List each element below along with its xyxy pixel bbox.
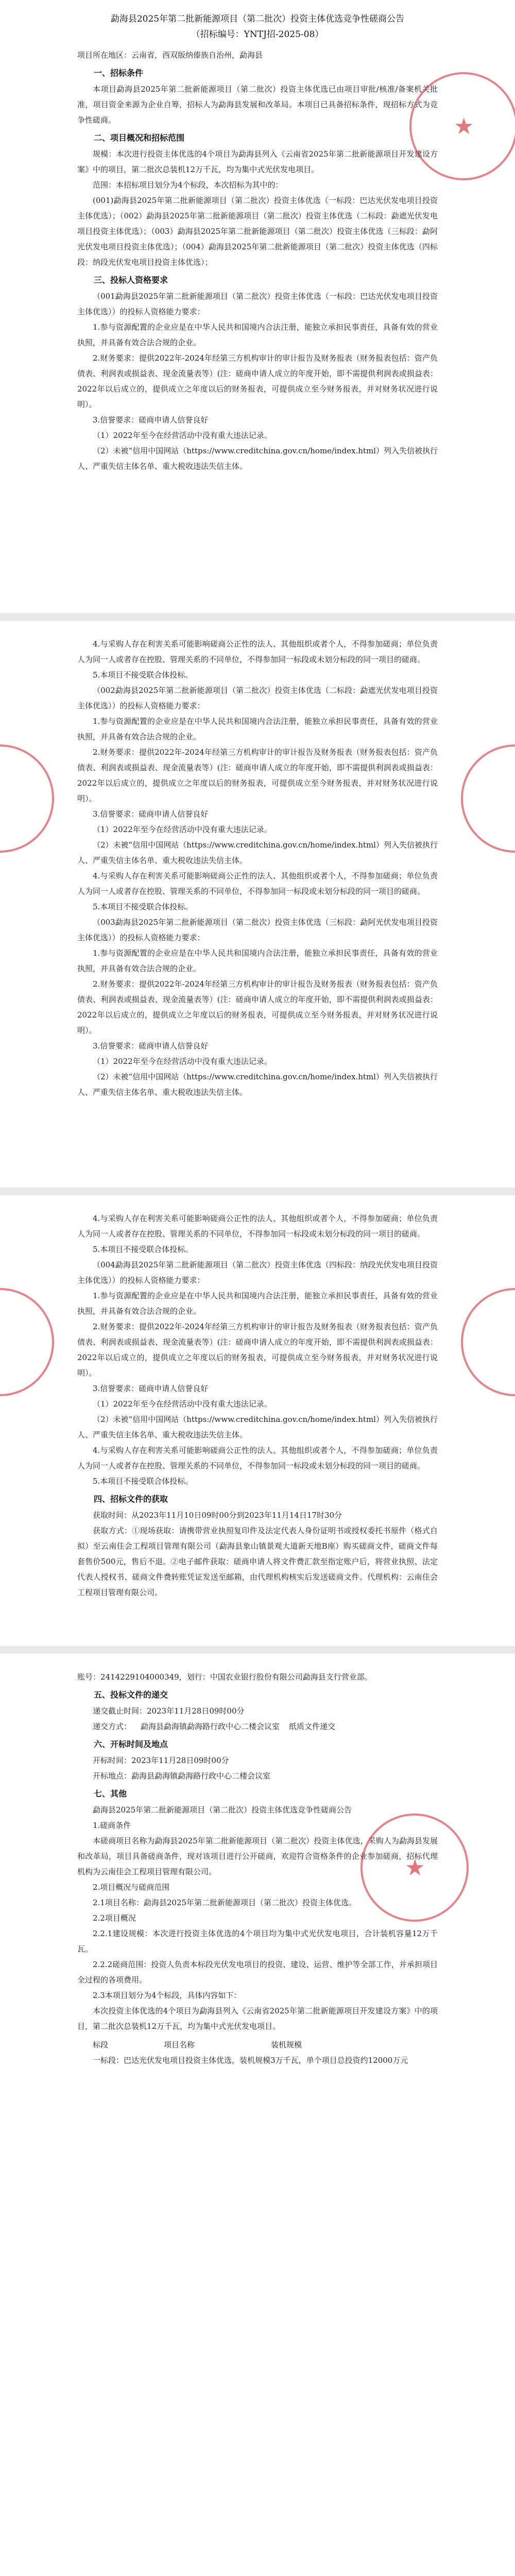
requirement: 3.信誉要求：磋商申请人信誉良好 xyxy=(93,1384,209,1393)
official-seal-right-half xyxy=(461,1288,515,1396)
table-header-cell: 标段 xyxy=(93,2040,109,2049)
requirement: 3.信誉要求：磋商申请人信誉良好 xyxy=(93,415,209,425)
submit-deadline: 递交截止时间：2023年11月28日09时00分 xyxy=(93,1706,245,1716)
requirement: （1）2022年至今在经营活动中没有重大违法记录。 xyxy=(93,1399,272,1409)
other-para: 2.项目概况与磋商范围 xyxy=(93,1883,170,1892)
requirement: 1.参与资源配置的企业应是在中华人民共和国境内合法注册，能独立承担民事责任，具备有效的营业执照，并具备有效合法合规的企业。 xyxy=(77,1291,438,1316)
requirement: 3.信誉要求：磋商申请人信誉良好 xyxy=(93,809,209,819)
requirement: 4.与采购人存在利害关系可能影响磋商公正性的法人、其他组织或者个人，不得参加磋商；单位负责人为同一人或者存在控股、管理关系的不同单位，不得参加同一标段或未划分标段的同一项目的磋商。 xyxy=(77,1446,438,1470)
requirement: 2.财务要求：提供2022年-2024年经第三方机构审计的审计报告及财务报表（财务报表包括：资产负债表、利润表或损益表、现金流量表等）(注：磋商申请人成立的年度开始，即不需提供利润表或损益表：2022年以后成立的，提供成立之年度以后的财务报表，可提供成立至今财务报表，并对财务状况进行说明）。 xyxy=(77,1322,438,1378)
section-heading-3: 三、投标人资格要求 xyxy=(94,275,168,285)
requirement: 5.本项目不接受联合体投标。 xyxy=(93,1245,193,1254)
page-title: 勐海县2025年第二批新能源项目（第二批次）投资主体优选竞争性磋商公告 xyxy=(110,14,405,24)
requirement: 5.本项目不接受联合体投标。 xyxy=(93,1477,193,1486)
other-para: 2.2项目概况 xyxy=(93,1913,136,1923)
requirement: （2）未被“信用中国网站（https://www.creditchina.gov.cn/home/index.html）列入失信被执行人、严重失信主体名单、重大税收违法失信主体。 xyxy=(77,840,438,865)
requirement: （2）未被“信用中国网站（https://www.creditchina.gov.cn/home/index.html）列入失信被执行人、严重失信主体名单、重大税收违法失信主体。 xyxy=(77,1415,438,1439)
requirement: 4.与采购人存在利害关系可能影响磋商公正性的法人、其他组织或者个人，不得参加磋商；单位负责人为同一人或者存在控股、管理关系的不同单位，不得参加同一标段或未划分标段的同一项目的磋商。 xyxy=(77,871,438,896)
section-heading-5: 五、投标文件的递交 xyxy=(94,1690,168,1700)
requirement: 3.信誉要求：磋商申请人信誉良好 xyxy=(93,1041,209,1050)
requirement: 5.本项目不接受联合体投标。 xyxy=(93,670,193,680)
requirement: 4.与采购人存在利害关系可能影响磋商公正性的法人、其他组织或者个人，不得参加磋商；单位负责人为同一人或者存在控股、管理关系的不同单位，不得参加同一标段或未划分标段的同一项目的磋商。 xyxy=(77,639,438,664)
other-para: 2.1项目名称：勐海县2025年第二批新能源项目（第二批次）投资主体优选。 xyxy=(93,1898,357,1907)
table-cell: 巴达光伏发电项目投资主体优选 xyxy=(124,2056,232,2065)
other-para: 1.磋商条件 xyxy=(93,1821,131,1830)
table-header-cell: 项目名称 xyxy=(164,2040,195,2049)
other-para: 2.2.1建设规模：本次进行投资主体优选的4个项目均为集中式光伏发电项目，合计装机容量12万千瓦。 xyxy=(77,1929,438,1954)
other-para: 本次投资主体优选的4个项目为勐海县列入《云南省2025年第二批新能源项目开发建设方案》中的项目，第二批次总装机12万千瓦，均为集中式光伏发电项目。 xyxy=(77,2006,438,2031)
section-heading-1: 一、招标条件 xyxy=(94,68,144,78)
table-row: 一标段：巴达光伏发电项目投资主体优选，装机规模3万千瓦，单个项目总投资约12000万元 xyxy=(93,2056,408,2065)
submit-form: 纸质文件递交 xyxy=(289,1722,336,1731)
project-location: 项目所在地区：云南省，西双版纳傣族自治州，勐海县 xyxy=(77,50,263,60)
section-2-para: 范围：本招标项目划分为4个标段，本次招标为其中的： xyxy=(93,180,283,190)
table-cell: 一标段 xyxy=(93,2056,116,2065)
seal-star-icon: ★ xyxy=(454,113,474,140)
document-page-4 xyxy=(0,1654,515,2576)
requirement: （1）2022年至今在经营活动中没有重大违法记录。 xyxy=(93,825,272,834)
requirement: 1.参与资源配置的企业应是在中华人民共和国境内合法注册，能独立承担民事责任，具备有效的营业执照，并具备有效合法合规的企业。 xyxy=(77,717,438,741)
lot-4-intro: （004勐海县2025年第二批新能源项目（第二批次）投资主体优选（四标段：纳段光伏发电项目投资主体优选））的投标人资格能力要求： xyxy=(77,1260,438,1285)
section-2-para: 规模：本次进行投资主体优选的4个项目为勐海县列入《云南省2025年第二批新能源项目开发建设方案》中的项目，第二批次总装机12万千瓦，均为集中式光伏发电项目。 xyxy=(77,149,438,174)
requirement: （2）未被“信用中国网站（https://www.creditchina.gov.cn/home/index.html）列入失信被执行人、严重失信主体名单、重大税收违法失信主体。 xyxy=(77,446,438,471)
requirement: （1）2022年至今在经营活动中没有重大违法记录。 xyxy=(93,431,272,440)
requirement: 2.财务要求：提供2022年-2024年经第三方机构审计的审计报告及财务报表（财务报表包括：资产负债表、利润表或损益表、现金流量表等）(注：磋商申请人成立的年度开始，即不需提供利润表或损益表：2022年以后成立的，提供成立之年度以后的财务报表，可提供成立至今财务报表，并对财务状况进行说明）。 xyxy=(77,353,438,409)
requirement: 5.本项目不接受联合体投标。 xyxy=(93,902,193,911)
requirement: （1）2022年至今在经营活动中没有重大违法记录。 xyxy=(93,1057,272,1066)
table-cell: 装机规模3万千瓦，单个项目总投资约12000万元 xyxy=(239,2056,408,2065)
official-seal-left-half xyxy=(0,744,54,853)
document-page-3 xyxy=(0,1195,515,1646)
submit-method-label: 递交方式： xyxy=(93,1722,132,1731)
table-header-cell: 装机规模 xyxy=(271,2040,302,2049)
document-page-2 xyxy=(0,621,515,1188)
other-para: 2.2.2磋商范围：投资人负责本标段光伏发电项目的投资、建设、运营、维护等全部工作，并承担项目全过程的各项费用。 xyxy=(77,1960,438,1985)
requirement: 1.参与资源配置的企业应是在中华人民共和国境内合法注册，能独立承担民事责任，具备有效的营业执照，并具备有效合法合规的企业。 xyxy=(77,323,438,347)
seal-star-icon: ★ xyxy=(405,1855,425,1881)
notice-number: （招标编号：YNTJ招-2025-08） xyxy=(191,29,324,40)
document-page-1 xyxy=(0,0,515,613)
lot-1-intro: （001勐海县2025年第二批新能源项目（第二批次）投资主体优选（一标段：巴达光伏发电项目投资主体优选））的投标人资格能力要求： xyxy=(77,292,438,316)
official-seal-right-half xyxy=(461,744,515,853)
acquire-method: 获取方式：①现场获取：请携带营业执照复印件及法定代表人身份证明书或授权委托书原件（格式自拟）至云南佳会工程项目管理有限公司（勐海县象山镇景观大道新天地B座）购买磋商文件，磋商文件每套售价500元，售后不退。②电子邮件获取：磋商申请人将文件费汇款至指定账户后，将营业执照、法定代表人授权书、磋商文件费转账凭证发送至邮箱，由代理机构核实后发送磋商文件。代理机构：云南佳会工程项目管理有限公司。 xyxy=(77,1526,438,1597)
section-heading-2: 二、项目概况和招标范围 xyxy=(94,133,185,143)
open-time: 开标时间：2023年11月28日09时00分 xyxy=(93,1756,229,1765)
section-2-para: (001)勐海县2025年第二批新能源项目（第二批次）投资主体优选（一标段：巴达光伏发电项目投资主体优选）；（002）勐海县2025年第二批新能源项目（第二批次）投资主体优选（二标段：勐遮光伏发电项目投资主体优选）；（003）勐海县2025年第二批新能源项目（第二批次）投资主体优选（三标段：勐阿光伏发电项目投资主体优选）；（004）勐海县2025年第二批新能源项目（第二批次）投资主体优选（四标段：纳段光伏发电项目投资主体优选）； xyxy=(77,196,438,267)
section-1-body: 本项目勐海县2025年第二批新能源项目（第二批次）投资主体优选已由项目审批/核准/备案机关批准，项目资金来源为企业自筹，招标人为勐海县发展和改革局。本项目已具备招标条件，现招标方式为竞争性磋商。 xyxy=(77,84,438,125)
requirement: 2.财务要求：提供2022年-2024年经第三方机构审计的审计报告及财务报表（财务报表包括：资产负债表、利润表或损益表、现金流量表等）(注：磋商申请人成立的年度开始，即不需提供利润表或损益表：2022年以后成立的，提供成立之年度以后的财务报表，可提供成立至今财务报表，并对财务状况进行说明）。 xyxy=(77,979,438,1035)
lot-2-intro: （002勐海县2025年第二批新能源项目（第二批次）投资主体优选（二标段：勐遮光伏发电项目投资主体优选））的投标人资格能力要求： xyxy=(77,686,438,710)
requirement: （2）未被“信用中国网站（https://www.creditchina.gov.cn/home/index.html）列入失信被执行人、严重失信主体名单、重大税收违法失信主体。 xyxy=(77,1072,438,1097)
section-heading-7: 七、其他 xyxy=(94,1789,127,1799)
other-para: 本磋商项目名称为勐海县2025年第二批新能源项目（第二批次）投资主体优选，采购人为勐海县发展和改革局，项目具备磋商条件，现对该项目进行公开磋商，欢迎符合资格条件的企业参加磋商，招标代理机构为云南佳会工程项目管理有限公司。 xyxy=(77,1836,438,1876)
other-para: 2.3本项目划分为4个标段，具体内容如下： xyxy=(93,1991,242,2000)
submit-place: 勐海县勐海镇勐海路行政中心二楼会议室 xyxy=(141,1722,280,1731)
requirement: 1.参与资源配置的企业应是在中华人民共和国境内合法注册，能独立承担民事责任，具备有效的营业执照，并具备有效合法合规的企业。 xyxy=(77,948,438,973)
requirement: 2.财务要求：提供2022年-2024年经第三方机构审计的审计报告及财务报表（财务报表包括：资产负债表、利润表或损益表、现金流量表等）(注：磋商申请人成立的年度开始，即不需提供利润表或损益表：2022年以后成立的，提供成立之年度以后的财务报表，可提供成立至今财务报表，并对财务状况进行说明）。 xyxy=(77,748,438,803)
other-para: 勐海县2025年第二批新能源项目（第二批次）投资主体优选竞争性磋商公告 xyxy=(93,1805,352,1815)
submit-method-row xyxy=(77,1719,438,1734)
bank-account: 账号：2414229104000349，划行：中国农业银行股份有限公司勐海县支行营业部。 xyxy=(77,1672,372,1682)
lot-3-intro: （003勐海县2025年第二批新能源项目（第二批次）投资主体优选（三标段：勐阿光伏发电项目投资主体优选））的投标人资格能力要求： xyxy=(77,918,438,942)
official-seal-left-half xyxy=(0,1288,54,1396)
acquire-time: 获取时间：从2023年11月10日09时00分到2023年11月14日17时30分 xyxy=(93,1511,342,1520)
open-place: 开标地点：勐海县勐海镇勐海路行政中心二楼会议室 xyxy=(93,1771,271,1781)
section-heading-6: 六、开标时间及地点 xyxy=(94,1739,168,1749)
requirement: 4.与采购人存在利害关系可能影响磋商公正性的法人、其他组织或者个人，不得参加磋商；单位负责人为同一人或者存在控股、管理关系的不同单位，不得参加同一标段或未划分标段的同一项目的磋商。 xyxy=(77,1214,438,1239)
section-heading-4: 四、招标文件的获取 xyxy=(94,1494,168,1504)
lot-table-header xyxy=(77,2037,438,2053)
